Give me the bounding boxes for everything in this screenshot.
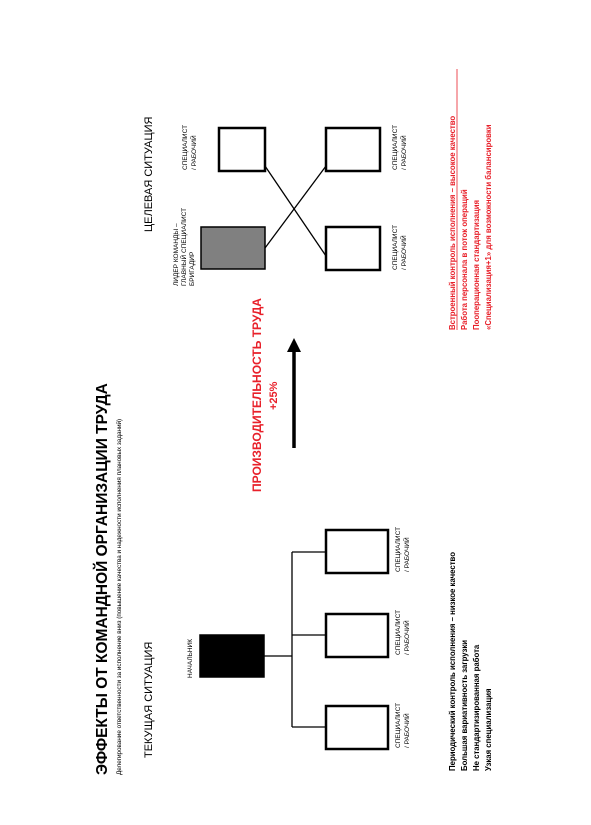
target-heading: ЦЕЛЕВАЯ СИТУАЦИЯ [143, 116, 155, 232]
current-note: Большая вариативность загрузки [460, 639, 469, 771]
worker-box [326, 706, 388, 749]
worker-label-line1: СПЕЦИАЛИСТ [395, 609, 402, 655]
leader-label-line1: ЛИДЕР КОМАНДЫ – [173, 223, 180, 286]
worker-label-line2: / РАБОЧИЙ [404, 620, 411, 655]
worker-label-line2: / РАБОЧИЙ [404, 537, 411, 572]
page-title: ЭФФЕКТЫ ОТ КОМАНДНОЙ ОРГАНИЗАЦИИ ТРУДА [94, 383, 111, 775]
page-subtitle: Делегирование ответственности за исполнение вниз (повышение качества и надежности исполнения плановых заданий) [116, 418, 123, 775]
productivity-value: +25% [268, 381, 280, 410]
worker-box [326, 128, 380, 171]
worker-label-line1: СПЕЦИАЛИСТ [392, 224, 399, 270]
leader-box [201, 227, 265, 269]
current-note: Узкая специализация [484, 688, 493, 771]
leader-label-line3: БРИГАДИР [189, 251, 196, 286]
worker-label-line1: СПЕЦИАЛИСТ [395, 526, 402, 572]
worker-box [326, 227, 380, 270]
leader-label-line2: ГЛАВНЫЙ СПЕЦИАЛИСТ [181, 207, 188, 286]
worker-box [326, 614, 388, 657]
manager-box [200, 635, 264, 677]
target-note: Пооперационная стандартизация [472, 199, 481, 330]
worker-label-line1: СПЕЦИАЛИСТ [182, 124, 189, 170]
team-connectors [265, 166, 326, 256]
worker-label-line2: / РАБОЧИЙ [404, 713, 411, 748]
current-heading: ТЕКУЩАЯ СИТУАЦИЯ [143, 641, 155, 758]
current-note: Не стандартизированная работа [472, 644, 481, 771]
productivity-label: ПРОИЗВОДИТЕЛЬНОСТЬ ТРУДА [250, 298, 264, 492]
worker-label-line1: СПЕЦИАЛИСТ [395, 702, 402, 748]
worker-label-line2: / РАБОЧИЙ [401, 135, 408, 170]
worker-label-line2: / РАБОЧИЙ [401, 235, 408, 270]
productivity-arrow [287, 338, 301, 448]
worker-label-line2: / РАБОЧИЙ [191, 135, 198, 170]
target-note: Встроенный контроль исполнения – высокое качество [448, 115, 457, 330]
target-note: Работа персонала в поток операций [460, 189, 469, 330]
current-note: Периодический контроль исполнения – низкое качество [448, 552, 457, 771]
worker-box [326, 530, 388, 573]
org-connectors [264, 552, 326, 727]
manager-label: НАЧАЛЬНИК [187, 638, 194, 678]
worker-box [219, 128, 265, 171]
target-note: «Специализация+1» для возможности балансировки [484, 124, 493, 330]
worker-label-line1: СПЕЦИАЛИСТ [392, 124, 399, 170]
